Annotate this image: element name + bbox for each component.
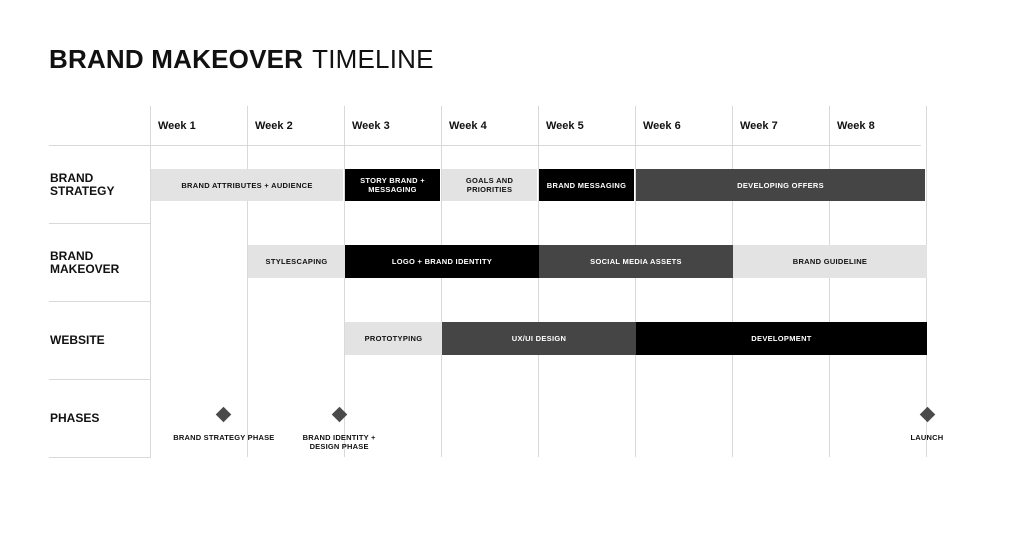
week-header: Week 6 xyxy=(643,120,681,132)
task-bar: BRAND GUIDELINE xyxy=(733,245,927,278)
row-label-line: MAKEOVER xyxy=(50,262,120,276)
title-bold: BRAND MAKEOVER xyxy=(49,44,304,74)
grid-column-line xyxy=(926,106,927,457)
row-label-phases xyxy=(50,412,150,425)
grid-column-line xyxy=(150,106,151,457)
task-bar: STYLESCAPING xyxy=(248,245,345,278)
row-label-line: BRAND xyxy=(50,171,94,185)
grid-column-line xyxy=(732,106,733,457)
week-header: Week 1 xyxy=(158,120,196,132)
row-label-brand-strategy xyxy=(50,172,150,198)
row-label-brand-makeover xyxy=(50,250,150,276)
task-bar: STORY BRAND + MESSAGING xyxy=(345,169,440,201)
task-bar: LOGO + BRAND IDENTITY xyxy=(345,245,539,278)
task-bar: SOCIAL MEDIA ASSETS xyxy=(539,245,733,278)
week-header: Week 4 xyxy=(449,120,487,132)
task-bar: PROTOTYPING xyxy=(345,322,442,355)
milestone-diamond-icon xyxy=(216,407,232,423)
grid-row-line xyxy=(49,145,151,146)
row-label-website xyxy=(50,334,150,347)
grid-column-line xyxy=(344,106,345,457)
task-bar: BRAND ATTRIBUTES + AUDIENCE xyxy=(151,169,343,201)
week-header: Week 7 xyxy=(740,120,778,132)
task-bar: GOALS AND PRIORITIES xyxy=(442,169,537,201)
grid-column-line xyxy=(829,106,830,457)
grid-row-line xyxy=(49,301,151,302)
grid-row-line xyxy=(49,457,151,458)
row-label-line: STRATEGY xyxy=(50,184,115,198)
task-bar: UX/UI DESIGN xyxy=(442,322,636,355)
grid-header-line xyxy=(151,145,921,146)
week-header: Week 3 xyxy=(352,120,390,132)
grid-column-line xyxy=(538,106,539,457)
milestone-label: BRAND IDENTITY + DESIGN PHASE xyxy=(302,433,376,451)
grid-column-line xyxy=(441,106,442,457)
grid-row-line xyxy=(49,379,151,380)
row-label-line: BRAND xyxy=(50,249,94,263)
grid-column-line xyxy=(635,106,636,457)
grid-row-line xyxy=(49,223,151,224)
week-header: Week 8 xyxy=(837,120,875,132)
task-bar: DEVELOPMENT xyxy=(636,322,927,355)
page-title xyxy=(49,44,434,75)
milestone-label: BRAND STRATEGY PHASE xyxy=(173,433,275,442)
task-bar: DEVELOPING OFFERS xyxy=(636,169,925,201)
task-bar: BRAND MESSAGING xyxy=(539,169,634,201)
title-light: TIMELINE xyxy=(312,44,434,74)
grid-column-line xyxy=(247,106,248,457)
week-header: Week 5 xyxy=(546,120,584,132)
milestone-diamond-icon xyxy=(919,407,935,423)
milestone-label: LAUNCH xyxy=(910,433,944,442)
week-header: Week 2 xyxy=(255,120,293,132)
row-label-line: WEBSITE xyxy=(50,333,105,347)
row-label-line: PHASES xyxy=(50,411,100,425)
